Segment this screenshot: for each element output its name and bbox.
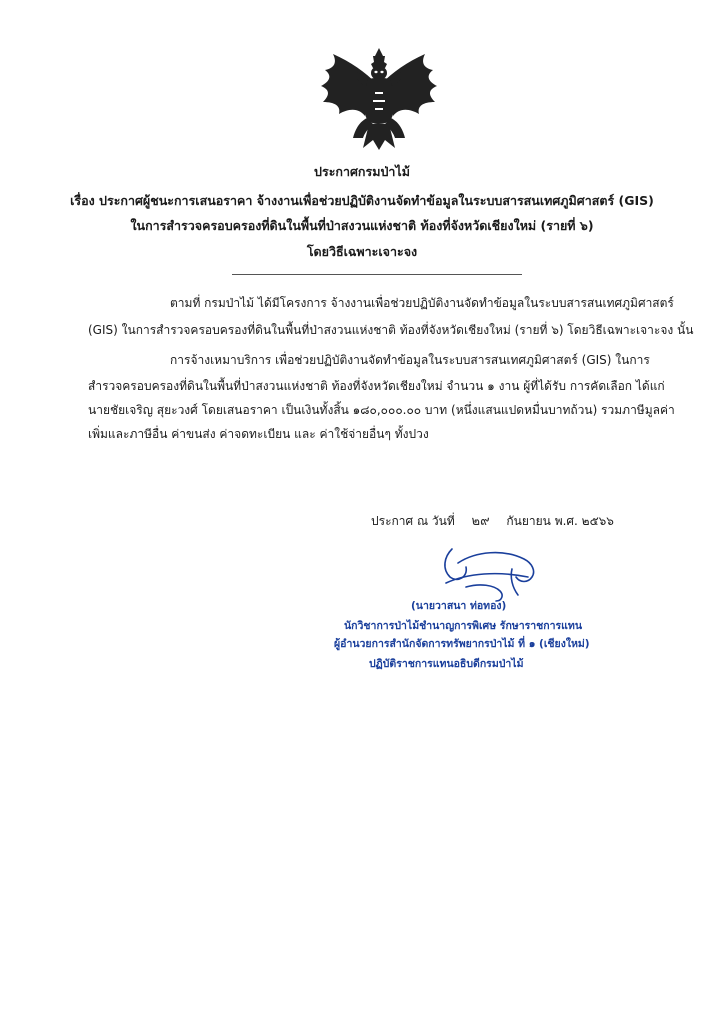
signer-name: (นายวาสนา ท่อทอง) (411, 600, 507, 612)
announcement-subject-line: ในการสำรวจครอบครองที่ดินในพื้นที่ป่าสงวนแห่งชาติ ท้องที่จังหวัดเชียงใหม่ (รายที่ ๖) (130, 218, 594, 233)
body-text-line: นายชัยเจริญ สุยะวงศ์ โดยเสนอราคา เป็นเงินทั้งสิ้น ๑๘๐,๐๐๐.๐๐ บาท (หนึ่งแสนแปดหมื่นบาทถ้วน) รวมภาษีมูลค่า (88, 403, 675, 417)
handwritten-signature-icon (428, 543, 540, 605)
body-text-line: (GIS) ในการสำรวจครอบครองที่ดินในพื้นที่ป่าสงวนแห่งชาติ ท้องที่จังหวัดเชียงใหม่ (รายที่ ๖) โดยวิธีเฉพาะเจาะจง นั้น (88, 323, 694, 337)
date-day: ๒๙ (471, 514, 490, 529)
announcement-title: ประกาศกรมป่าไม้ (314, 164, 410, 179)
date-month-year: กันยายน พ.ศ. ๒๕๖๖ (506, 514, 614, 528)
body-text-line: การจ้างเหมาบริการ เพื่อช่วยปฏิบัติงานจัดทำข้อมูลในระบบสารสนเทศภูมิศาสตร์ (GIS) ในการ (170, 353, 650, 367)
date-prefix: ประกาศ ณ วันที่ (371, 514, 455, 528)
garuda-emblem-icon (313, 48, 445, 152)
announcement-subject-line: โดยวิธีเฉพาะเจาะจง (306, 244, 418, 259)
announcement-date (371, 512, 614, 531)
body-text-line: สำรวจครอบครองที่ดินในพื้นที่ป่าสงวนแห่งชาติ ท้องที่จังหวัดเชียงใหม่ จำนวน ๑ งาน ผู้ที่ได้รับ การคัดเลือก ได้แก่ (88, 379, 665, 393)
divider (232, 274, 522, 275)
announcement-subject-line: เรื่อง ประกาศผู้ชนะการเสนอราคา จ้างงานเพื่อช่วยปฏิบัติงานจัดทำข้อมูลในระบบสารสนเทศภูมิศาสตร์ (GIS) (70, 193, 654, 208)
body-text-line: เพิ่มและภาษีอื่น ค่าขนส่ง ค่าจดทะเบียน และ ค่าใช้จ่ายอื่นๆ ทั้งปวง (88, 427, 429, 441)
signer-position: ผู้อำนวยการสำนักจัดการทรัพยากรป่าไม้ ที่ ๑ (เชียงใหม่) (334, 638, 590, 650)
body-text-line: ตามที่ กรมป่าไม้ ได้มีโครงการ จ้างงานเพื่อช่วยปฏิบัติงานจัดทำข้อมูลในระบบสารสนเทศภูมิศาสตร์ (170, 296, 674, 310)
signer-position: ปฏิบัติราชการแทนอธิบดีกรมป่าไม้ (369, 658, 524, 670)
signer-position: นักวิชาการป่าไม้ชำนาญการพิเศษ รักษาราชการแทน (344, 620, 583, 632)
